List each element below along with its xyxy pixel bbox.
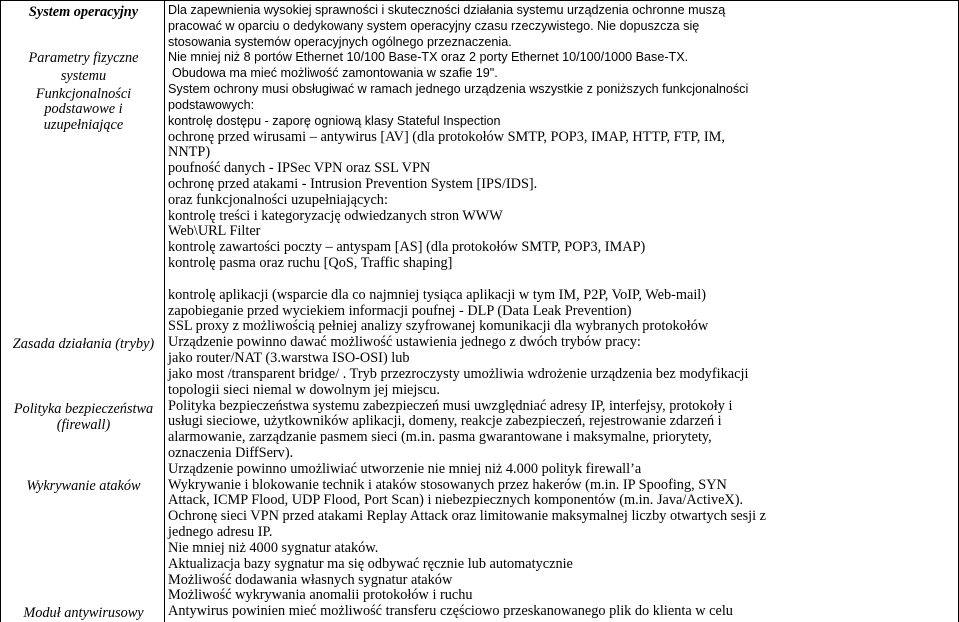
text-line: Ochronę sieci VPN przed atakami Replay Attack oraz limitowanie maksymalnej liczby otwartych sesji z [168,508,767,525]
text-line: NNTP) [168,144,211,161]
label-wykrywanie: Wykrywanie ataków [26,478,141,494]
text-line: zapobieganie przed wyciekiem informacji poufnej - DLP (Data Leak Prevention) [168,302,632,319]
text-line: Polityka bezpieczeństwa systemu zabezpieczeń musi uwzględniać adresy IP, interfejsy, protokoły i [168,397,733,414]
label-polityka-line-2: (firewall) [56,417,111,433]
text-line: topologii sieci niemal w dowolnym jej miejscu. [168,381,440,398]
text-line: ochronę przed atakami - Intrusion Prevention System [IPS/IDS]. [168,176,538,193]
text-line: oraz funkcjonalności uzupełniających: [168,191,388,208]
column-divider-middle [164,0,165,622]
text-line: kontrolę treści i kategoryzację odwiedzanych stron WWW [168,207,503,224]
text-line: Attack, ICMP Flood, UDP Flood, Port Scan) i niebezpiecznych komponentów (m.in. Java/ActiveX). [168,492,744,509]
label-funkcjonalnosci-line-2: podstawowe i [44,101,123,117]
column-divider-left [0,0,1,622]
text-line: kontrolę aplikacji (wsparcie dla co najmniej tysiąca aplikacji w tym IM, P2P, VoIP, Web-mail) [168,286,707,303]
text-line: kontrolę pasma oraz ruchu [QoS, Traffic shaping] [168,255,453,272]
text-line: Nie mniej niż 8 portów Ethernet 10/100 Base-TX oraz 2 porty Ethernet 10/100/1000 Base-TX. [168,50,689,65]
text-line: Aktualizacja bazy sygnatur ma się odbywać ręcznie lub automatycznie [168,555,573,572]
text-line: Urządzenie powinno umożliwiać utworzenie nie mniej niż 4.000 polityk firewall’a [168,460,642,477]
text-line: ochronę przed wirusami – antywirus [AV] (dla protokołów SMTP, POP3, IMAP, HTTP, FTP, IM, [168,128,725,145]
text-line: Web\URL Filter [168,223,261,240]
text-line: Nie mniej niż 4000 sygnatur ataków. [168,539,379,556]
text-line: oznaczenia DiffServ). [168,444,294,461]
text-line: usługi sieciowe, użytkowników aplikacji, domeny, reakcje zabezpieczeń, rejestrowanie zdarzeń i [168,413,722,430]
text-line: jako router/NAT (3.warstwa ISO-OSI) lub [168,350,410,367]
label-funkcjonalnosci-line-3: uzupełniające [43,117,124,133]
text-line: stosowania systemów operacyjnych ogólnego przeznaczenia. [168,34,512,49]
label-funkcjonalnosci-line-1: Funkcjonalności [35,86,132,102]
label-parametry-line-2: systemu [60,68,107,84]
text-line: SSL proxy z możliwością pełniej analizy szyfrowanej komunikacji dla wybranych protokołów [168,318,709,335]
text-line: podstawowych: [168,97,255,112]
text-line: Możliwość dodawania własnych sygnatur ataków [168,571,453,588]
text-line: kontrolę dostępu - zaporę ogniową klasy Stateful Inspection [168,113,501,128]
text-line: Możliwość wykrywania anomalii protokołów i ruchu [168,587,473,604]
text-line: poufność danych - IPSec VPN oraz SSL VPN [168,160,431,177]
label-polityka-line-1: Polityka bezpieczeństwa [13,401,154,417]
text-line: jednego adresu IP. [168,524,273,541]
text-line: Obudowa ma mieć możliwość zamontowania w szafie 19". [172,66,498,81]
text-line: alarmowanie, zarządzanie pasmem sieci (m.in. pasma gwarantowane i maksymalne, priorytety, [168,429,712,446]
text-line: pracować w oparciu o dedykowany system operacyjny czasu rzeczywistego. Nie dopuszcza się [168,18,700,33]
text-line: Wykrywanie i blokowanie technik i ataków stosowanych przez hakerów (m.in. IP Spoofing, SYN [168,476,727,493]
label-zasada: Zasada działania (tryby) [12,336,155,352]
text-line: Urządzenie powinno dawać możliwość ustawienia jednego z dwóch trybów pracy: [168,334,641,351]
label-system-operacyjny: System operacyjny [28,4,139,20]
text-line: Antywirus powinien mieć możliwość transferu częściowo przeskanowanego plik do klienta w celu [168,603,733,620]
text-line: jako most /transparent bridge/ . Tryb przezroczysty umożliwia wdrożenie urządzenia bez modyfikacji [168,365,749,382]
text-line: Dla zapewnienia wysokiej sprawności i skuteczności działania systemu urządzenia ochronne muszą [168,3,726,17]
table-border-top [0,0,959,1]
text-line: System ochrony musi obsługiwać w ramach jednego urządzenia wszystkie z poniższych funkcjonalności [168,82,749,97]
text-line: kontrolę zawartości poczty – antyspam [AS] (dla protokołów SMTP, POP3, IMAP) [168,239,646,256]
label-modul-antywirusowy: Moduł antywirusowy [23,605,144,621]
label-parametry-line-1: Parametry fizyczne [28,50,139,66]
